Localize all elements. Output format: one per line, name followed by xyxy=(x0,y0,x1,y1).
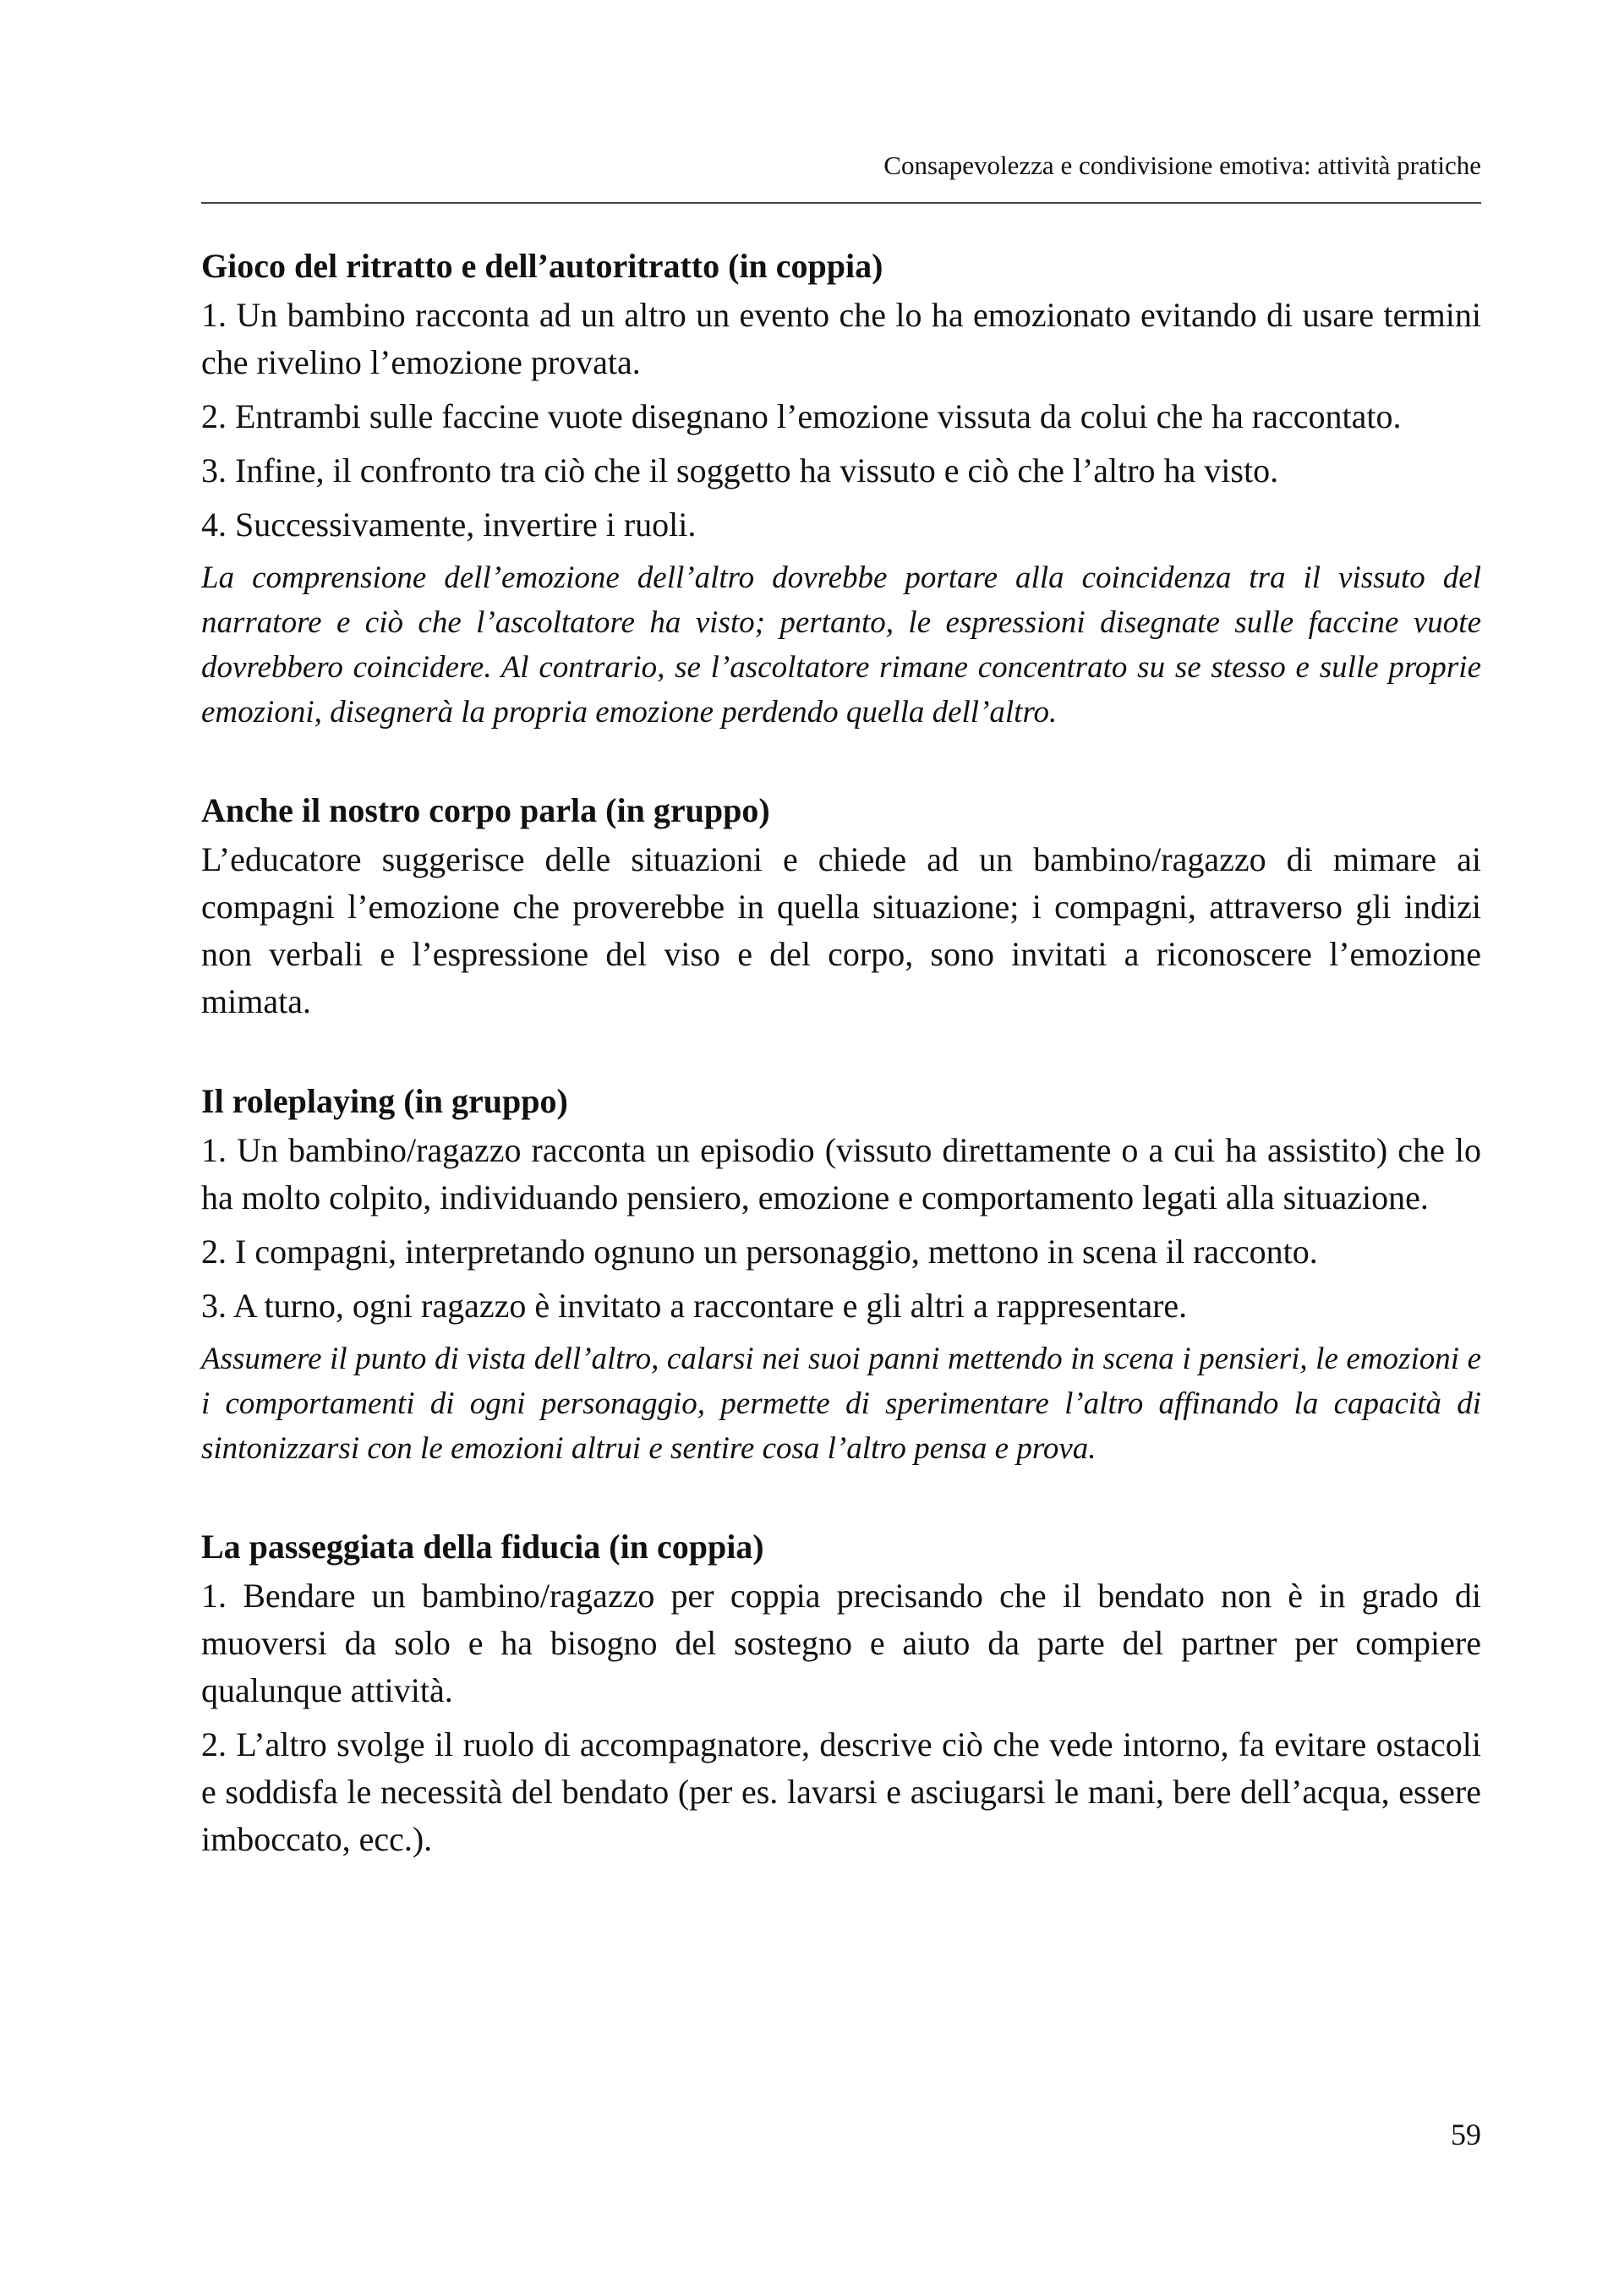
step-2: 2. L’altro svolge il ruolo di accompagnatore, descrive ciò che vede intorno, fa evitare ostacoli e soddisfa le necessità del bendato (per es. lavarsi e asciugarsi le mani, bere dell’acqua, essere imboccato, ecc.). xyxy=(201,1725,1481,1858)
step-1: 1. Bendare un bambino/ragazzo per coppia precisando che il bendato non è in grado di muoversi da solo e ha bisogno del sostegno e aiuto da parte del partner per compiere qualunque attività. xyxy=(201,1577,1481,1709)
section-title: Il roleplaying (in gruppo) xyxy=(201,1082,568,1120)
italic-note: Assumere il punto di vista dell’altro, calarsi nei suoi panni mettendo in scena i pensieri, le emozioni e i comportamenti di ogni personaggio, permette di sperimentare l’altro affinando la capacità di sintonizzarsi con le emozioni altrui e sentire cosa l’altro pensa e prova. xyxy=(201,1342,1481,1466)
italic-note: La comprensione dell’emozione dell’altro dovrebbe portare alla coincidenza tra il vissuto del narratore e ciò che l’ascoltatore ha visto; pertanto, le espressioni disegnate sulle faccine vuote dovrebbero coincidere. Al contrario, se l’ascoltatore rimane concentrato su se stesso e sulle proprie emozioni, disegnerà la propria emozione perdendo quella dell’altro. xyxy=(201,560,1481,730)
header-rule xyxy=(201,202,1481,204)
step-4: 4. Successivamente, invertire i ruoli. xyxy=(201,506,697,544)
section-ritratto-autoritratto xyxy=(201,243,1481,735)
page-number: 59 xyxy=(1451,2118,1481,2151)
running-header: Consapevolezza e condivisione emotiva: attività pratiche xyxy=(883,150,1481,180)
step-1: 1. Un bambino racconta ad un altro un evento che lo ha emozionato evitando di usare termini che rivelino l’emozione provata. xyxy=(201,296,1481,381)
section-corpo-parla xyxy=(201,787,1481,1025)
paragraph: L’educatore suggerisce delle situazioni e chiede ad un bambino/ragazzo di mimare ai compagni l’emozione che proverebbe in quella situazione; i compagni, attraverso gli indizi non verbali e l’espressione del viso e del corpo, sono invitati a riconoscere l’emozione mimata. xyxy=(201,840,1481,1020)
step-3: 3. A turno, ogni ragazzo è invitato a raccontare e gli altri a rappresentare. xyxy=(201,1287,1188,1325)
section-title: La passeggiata della fiducia (in coppia) xyxy=(201,1528,764,1566)
section-roleplaying xyxy=(201,1078,1481,1471)
step-2: 2. I compagni, interpretando ognuno un personaggio, mettono in scena il racconto. xyxy=(201,1233,1318,1271)
section-passeggiata-fiducia xyxy=(201,1523,1481,1863)
section-title: Anche il nostro corpo parla (in gruppo) xyxy=(201,791,770,829)
step-1: 1. Un bambino/ragazzo racconta un episodio (vissuto direttamente o a cui ha assistito) che lo ha molto colpito, individuando pensiero, emozione e comportamento legati alla situazione. xyxy=(201,1131,1481,1216)
step-3: 3. Infine, il confronto tra ciò che il soggetto ha vissuto e ciò che l’altro ha visto. xyxy=(201,451,1279,489)
step-2: 2. Entrambi sulle faccine vuote disegnano l’emozione vissuta da colui che ha raccontato. xyxy=(201,397,1402,435)
page-content xyxy=(201,243,1481,1916)
section-title: Gioco del ritratto e dell’autoritratto (in coppia) xyxy=(201,247,883,285)
